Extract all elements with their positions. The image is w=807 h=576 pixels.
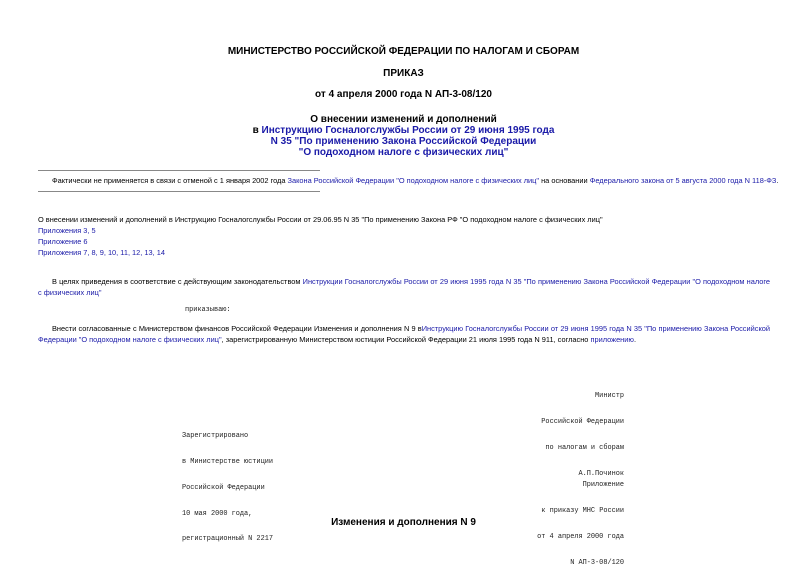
doc-type-heading: ПРИКАЗ [383,68,424,79]
federal-law-link[interactable]: Федерального закона от 5 августа 2000 года N 118-ФЗ [589,176,777,185]
signature-block: Министр Российской Федерации по налогам и сборам А.П.Починок [520,375,624,487]
title-line-1: О внесении изменений и дополнений [310,114,497,125]
law-link[interactable]: Закона Российской Федерации "О подоходном налоге с физических лиц" [287,176,540,185]
contents-title: О внесении изменений и дополнений в Инструкцию Госналогслужбы России от 29.06.95 N 35 "По применению Закона РФ "О подоходном налоге с физических лиц" [38,215,603,224]
notice-top-rule [38,170,320,171]
body-paragraph-1: В целях приведения в соответствие с действующим законодательством Инструкции Госналогслужбы России от 29 июня 1995 года N 35 "По применению Закона Российской Федерации "О подоходном налоге с физических лиц" [38,277,770,297]
body-paragraph-2: Внести согласованные с Министерством финансов Российской Федерации Изменения и дополнения N 9 вИнструкцию Госналогслужбы России от 29 июня 1995 года N 35 "По применению Закона Российской Федерации "О подоходном налоге с физических лиц", зарегистрированную Министерством юстиции Российской Федерации 21 июля 1995 года N 911, согласно приложению. [38,324,770,344]
document-title [0,114,807,158]
title-line-2: в Инструкцию Госналогслужбы России от 29 июня 1995 года [252,125,555,136]
notice-bottom-rule [38,191,320,192]
instruction-link-title[interactable]: Инструкцию Госналогслужбы России от 29 июня 1995 года [261,125,555,136]
instruction-link-title-line3[interactable]: N 35 "По применению Закона Российской Федерации [270,136,537,147]
contents-link-appendix-6[interactable]: Приложение 6 [38,237,88,246]
contents-links [38,225,165,258]
contents-link-appendix-3-5[interactable]: Приложения 3, 5 [38,226,96,235]
appendix-block: Приложение к приказу МНС России от 4 апреля 2000 года N АП-3-08/120 [537,481,624,567]
instruction-link-body-2[interactable]: Инструкцию Госналогслужбы России от 29 июня 1995 года N 35 "По применению Закона Российской Федерации "О подоходном налоге с физических лиц" [38,324,770,344]
amendments-heading: Изменения и дополнения N 9 [331,517,476,528]
notice-text: Фактически не применяется в связи с отменой с 1 января 2002 года Закона Российской Федерации "О подоходном налоге с физических лиц" на основании Федерального закона от 5 августа 2000 года N 118-ФЗ. [52,176,779,185]
instruction-link-title-line4[interactable]: "О подоходном налоге с физических лиц" [298,147,509,158]
appendix-link[interactable]: приложению [590,335,634,344]
contents-link-appendix-7-14[interactable]: Приложения 7, 8, 9, 10, 11, 12, 13, 14 [38,248,165,257]
order-word: приказываю: [185,306,231,314]
date-number-heading: от 4 апреля 2000 года N АП-3-08/120 [315,89,492,100]
registration-block: Зарегистрировано в Министерстве юстиции Российской Федерации 10 мая 2000 года, регистрационный N 2217 [182,432,273,544]
instruction-link-body-1[interactable]: Инструкции Госналогслужбы России от 29 июня 1995 года N 35 "По применению Закона Российской Федерации "О подоходном налоге с физических лиц" [38,277,770,297]
minister-name: А.П.Починок [578,469,624,478]
ministry-heading: МИНИСТЕРСТВО РОССИЙСКОЙ ФЕДЕРАЦИИ ПО НАЛОГАМ И СБОРАМ [227,46,580,57]
